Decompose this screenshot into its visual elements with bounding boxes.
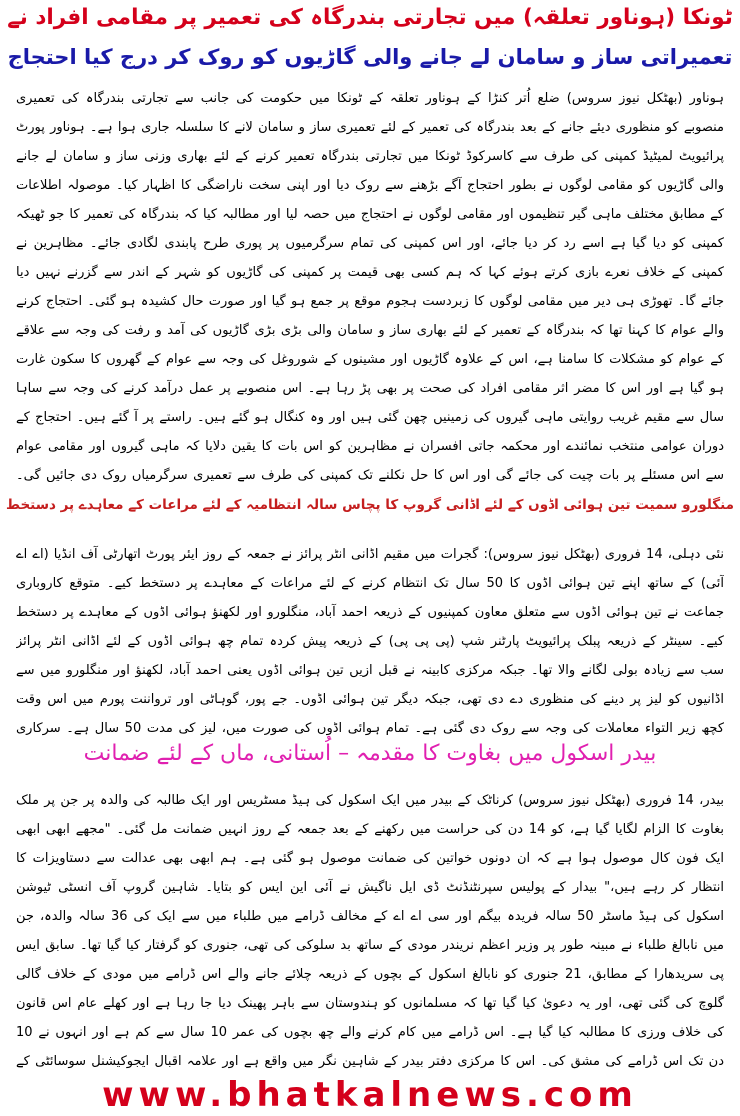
main-headline-line-2: تعمیراتی ساز و سامان لے جانے والی گاڑیوں کو روک کر درج کیا احتجاج [7, 45, 733, 69]
article-adani-airports-headline: منگلورو سمیت تین ہوائی اڈوں کے لئے اڈانی گروپ کا پچاس سالہ انتظامیہ کے لئے مراعات کے معاہدے پر دستخط [6, 497, 734, 513]
website-footer: www.bhatkalnews.com [102, 1075, 638, 1115]
article-bidar-school-headline: بیدر اسکول میں بغاوت کا مقدمہ – اُستانی، ماں کے لئے ضمانت [83, 741, 657, 766]
main-headline-line-1: ٹونکا (ہوناور تعلقہ) میں تجارتی بندرگاہ کی تعمیر پر مقامی افراد نے [7, 5, 733, 30]
article-hona-war-port-body: ہوناور (بھٹکل نیوز سروس) ضلع اُتر کنڑا کے ہوناور تعلقہ کے ٹونکا میں حکومت کی جانب سے تجارتی بندرگاہ کی تعمیری منصوبے کو منظوری دیئے جانے کے بعد بندرگاہ کی تعمیر کے لئے تعمیری ساز و سامان لانے کا سلسلہ جاری ہوا ہے۔ ہوناور پورٹ پرائیویٹ لمیٹیڈ کمپنی کی طرف سے کاسرکوڈ ٹونکا میں تجارتی بندرگاہ تعمیر کرنے کے لئے بھاری وزنی ساز و سامان لے جانے والی گاڑیوں کو مقامی لوگوں نے بطور احتجاج آگے بڑھنے سے روک دیا اور اپنی سخت ناراضگی کا اظہار کیا۔ موصولہ اطلاعات کے مطابق مختلف ماہی گیر تنظیموں اور مقامی لوگوں نے احتجاج میں حصہ لیا اور مطالبہ کیا کہ بندرگاہ کی تعمیر کا جو ٹھیکہ کمپنی کو دیا گیا ہے اسے رد کر دیا جائے، اور اس کمپنی کی تمام سرگرمیوں پر پوری طرح پابندی لگادی جائے۔ مظاہرین نے کمپنی کے خلاف نعرے بازی کرتے ہوئے کہا کہ ہم کسی بھی قیمت پر کمپنی کی گاڑیوں کو شہر کے اندر سے گزرنے نہیں دیا جائے گا۔ تھوڑی ہی دیر میں مقامی لوگوں کا زبردست ہجوم موقع پر جمع ہو گیا اور صورت حال کشیدہ ہو گئی۔ احتجاج کرنے والے عوام کا کہنا تھا کہ بندرگاہ کے تعمیر کے لئے بھاری ساز و سامان والی بڑی بڑی گاڑیوں کی آمد و رفت کی وجہ سے علاقے کے عوام کو مشکلات کا سامنا ہے، اس کے علاوہ گاڑیوں اور مشینوں کے شوروغل کی وجہ سے عوام کے گھروں کا سکون غارت ہو گیا ہے اور اس کا مضر اثر مقامی افراد کی صحت پر بھی پڑ رہا ہے۔ اس منصوبے پر عمل درآمد کرنے کی وجہ سے ساہا سال سے مقیم غریب روایتی ماہی گیروں کی زمینیں چھن گئی ہیں اور وہ کنگال ہو گئے ہیں۔ راستے پر آ گئے ہیں۔ احتجاج کے دوران عوامی منتخب نمائندے اور محکمہ جاتی افسران نے مظاہرین کو اس بات کا یقین دلایا کہ ماہی گیروں اور مقامی عوام سے اس مسئلے پر بات چیت کی جائے گی اور اس کا حل نکلنے تک کمپنی کی طرف سے تعمیری سرگرمیاں روک دی جائیں گی۔ [16, 91, 724, 482]
article-adani-airports-body: نئی دہلی، 14 فروری (بھٹکل نیوز سروس): گجرات میں مقیم اڈانی انٹر پرائز نے جمعہ کے روز ایئر پورٹ اتھارٹی آف انڈیا (اے اے آئی) کے ساتھ اپنے تین ہوائی اڈوں کا 50 سال تک انتظام کرنے کے لئے مراعات کے معاہدے پر دستخط کیے۔ متوقع کاروباری جماعت نے تین ہوائی اڈوں سے متعلق معاون کمپنیوں کے ذریعہ احمد آباد، منگلورو اور لکھنؤ ہوائی اڈوں کے معاہدے پر دستخط کیے۔ سینٹر کے ذریعہ پبلک پرائیویٹ پارٹنر شپ (پی پی پی) کے ذریعہ پیش کردہ تمام چھ ہوائی اڈوں کے لئے اڈانی انٹر پرائز سب سے زیادہ بولی لگانے والا تھا۔ جبکہ مرکزی کابینہ نے قبل ازیں تین ہوائی اڈوں یعنی احمد آباد، لکھنؤ اور منگلورو میں سے اڈانیوں کو لیز پر دینے کی منظوری دے دی تھی، جبکہ دیگر تین ہوائی اڈوں۔ جے پور، گوہاٹی اور ترواننت پورم میں اس وقت کچھ زیر التواء معاملات کی وجہ سے روک دی گئی ہے۔ تمام ہوائی اڈوں کی صورت میں، لیز کی مدت 50 سال ہے۔ سرکاری [16, 547, 724, 736]
article-bidar-school-body: بیدر، 14 فروری (بھٹکل نیوز سروس) کرناٹک کے بیدر میں ایک اسکول کی ہیڈ مسٹریس اور ایک طالبہ کی والدہ پر جن پر ملک بغاوت کا الزام لگایا گیا ہے، کو 14 دن کی حراست میں رکھنے کے بعد جمعہ کے روز انہیں ضمانت مل گئی۔ "مجھے ابھی ابھی ایک فون کال موصول ہوا ہے کہ ان دونوں خواتین کی ضمانت موصول ہو گئی ہے۔ ہم ابھی بھی عدالت سے دستاویزات کا انتظار کر رہے ہیں،" بیدار کے پولیس سپرنٹنڈنٹ ڈی ایل ناگیش نے آئی این ایس کو بتایا۔ شاہین گروپ آف انسٹی ٹیوشن اسکول کی ہیڈ ماسٹر 50 سالہ فریدہ بیگم اور سی اے اے کے مخالف ڈرامے میں طلباء میں سے ایک کی 36 سالہ والدہ، جن میں نابالغ طلباء نے مبینہ طور پر وزیر اعظم نریندر مودی کے ساتھ بد سلوکی کی تھی، جنوری کو گرفتار کیا گیا تھا۔ سابق ایس پی سریدھارا کے مطابق، 21 جنوری کو نابالغ اسکول کے بچوں کے ذریعہ چلائے جانے والے اس ڈرامے میں مودی کے خلاف گالی گلوچ کی گئی تھی، اور یہ دعویٰ کیا گیا تھا کہ مسلمانوں کو ہندوستان سے باہر پھینک دیا جا رہا ہے اور کھلے عام اس قانون کی خلاف ورزی کا مطالبہ کیا گیا ہے۔ اس ڈرامے میں کام کرنے والے چھ بچوں کی عمر 10 سال سے کم ہے اور انہوں نے 10 دن تک اس ڈرامے کی مشق کی۔ اس کا مرکزی دفتر بیدر کے شاہین نگر میں واقع ہے اور علامہ اقبال ایجوکیشنل سوسائٹی کے [16, 793, 724, 1069]
